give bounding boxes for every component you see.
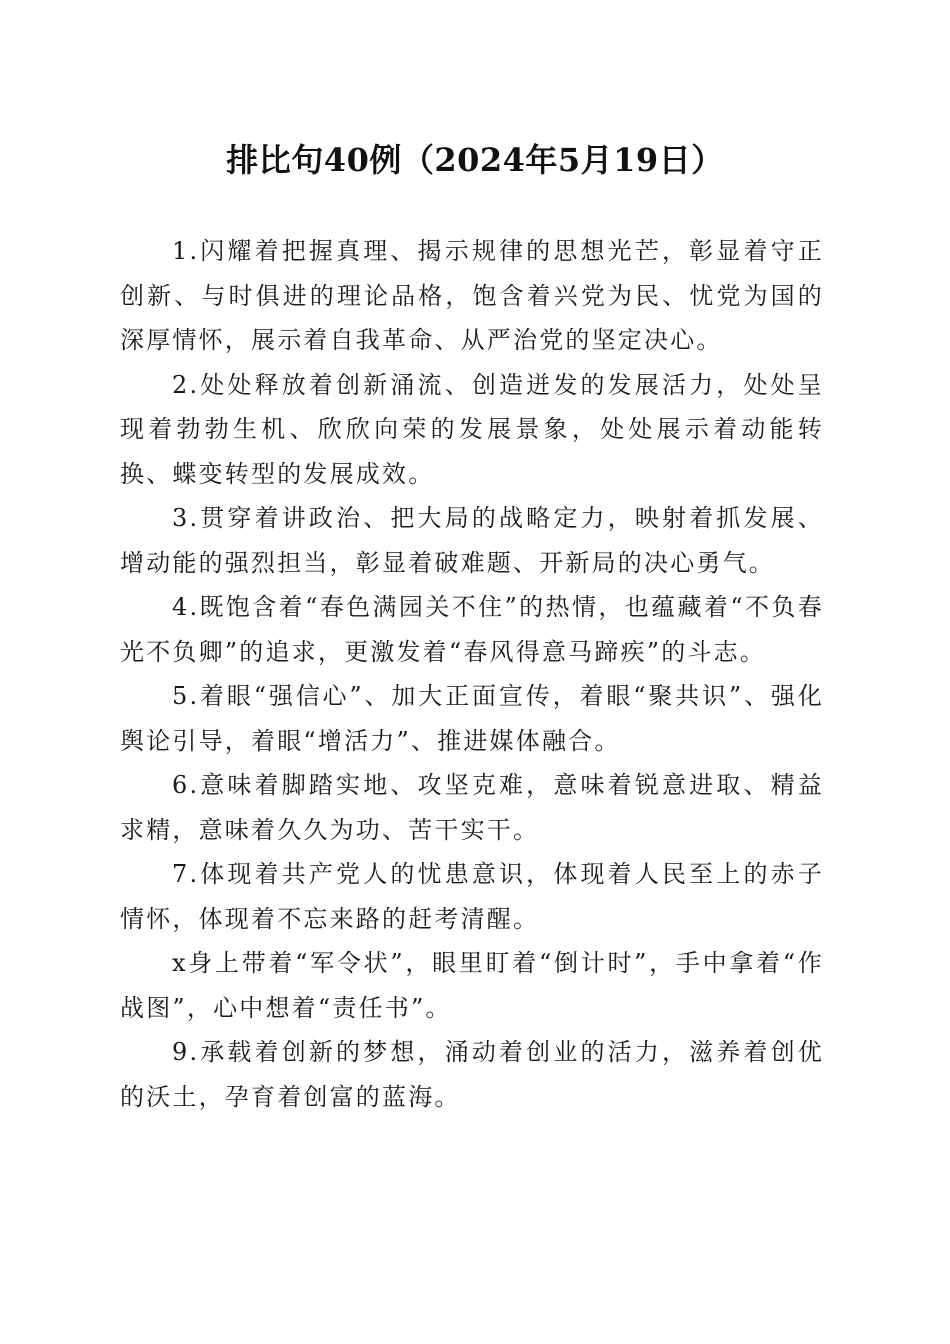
paragraph-2: 2.处处释放着创新涌流、创造迸发的发展活力，处处呈现着勃勃生机、欣欣向荣的发展景象，处处展示着动能转换、蝶变转型的发展成效。 [120, 370, 824, 488]
document-body [120, 229, 824, 1119]
paragraph-6: 6.意味着脚踏实地、攻坚克难，意味着锐意进取、精益求精，意味着久久为功、苦干实干。 [120, 771, 824, 844]
paragraph-1: 1.闪耀着把握真理、揭示规律的思想光芒，彰显着守正创新、与时俱进的理论品格，饱含着兴党为民、忧党为国的深厚情怀，展示着自我革命、从严治党的坚定决心。 [120, 237, 824, 354]
document-title: 排比句40例（2024年5月19日） [226, 141, 724, 179]
paragraph-5: 5.着眼“强信心”、加大正面宣传，着眼“聚共识”、强化舆论引导，着眼“增活力”、推进媒体融合。 [120, 682, 824, 755]
paragraph-4: 4.既饱含着“春色满园关不住”的热情，也蕴藏着“不负春光不负卿”的追求，更激发着“春风得意马蹄疾”的斗志。 [120, 593, 824, 666]
paragraph-7: 7.体现着共产党人的忧患意识，体现着人民至上的赤子情怀，体现着不忘来路的赶考清醒。 [120, 860, 824, 933]
paragraph-3: 3.贯穿着讲政治、把大局的战略定力，映射着抓发展、增动能的强烈担当，彰显着破难题、开新局的决心勇气。 [120, 504, 824, 577]
paragraph-9: 9.承载着创新的梦想，涌动着创业的活力，滋养着创优的沃土，孕育着创富的蓝海。 [120, 1038, 824, 1111]
paragraph-8: x身上带着“军令状”，眼里盯着“倒计时”，手中拿着“作战图”，心中想着“责任书”。 [120, 949, 824, 1022]
